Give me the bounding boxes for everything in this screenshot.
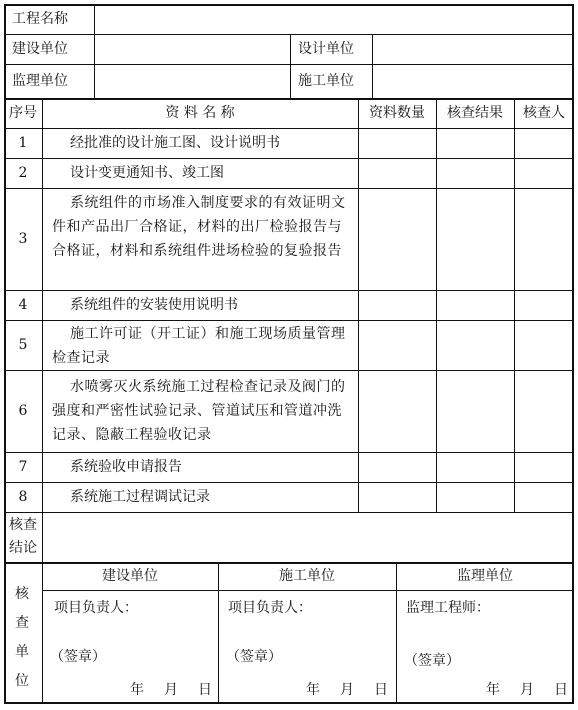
document-name: 水喷雾灭火系统施工过程检查记录及阀门的强度和严密性试验记录、管道试压和管道冲洗记录、隐蔽工程验收记录 xyxy=(52,379,346,443)
document-name: 施工许可证（开工证）和施工现场质量管理检查记录 xyxy=(52,326,346,366)
responsible-person-label: 项目负责人： xyxy=(54,600,138,616)
document-name: 系统组件的市场准入制度要求的有效证明文件和产品出厂合格证，材料的出厂检验报告与合格证，材料和系统组件进场检验的复验报告 xyxy=(52,195,346,259)
rule-line xyxy=(4,158,574,159)
rule-line xyxy=(4,188,574,189)
column-header-quantity: 资料数量 xyxy=(369,105,425,121)
row-number: 6 xyxy=(18,403,28,419)
row-number: 3 xyxy=(18,231,28,247)
responsible-person-label: 项目负责人： xyxy=(228,600,312,616)
row-number: 4 xyxy=(18,297,28,313)
row-number: 2 xyxy=(18,165,28,181)
document-name: 经批准的设计施工图、设计说明书 xyxy=(70,135,280,151)
rule-line xyxy=(290,34,291,98)
document-name: 系统施工过程调试记录 xyxy=(70,489,210,505)
rule-line xyxy=(4,98,574,100)
signoff-unit-title: 监理单位 xyxy=(457,568,513,584)
rule-line xyxy=(358,98,359,512)
column-header-checker: 核查人 xyxy=(523,105,565,121)
rule-line xyxy=(4,290,574,291)
rule-line xyxy=(4,320,574,321)
rule-line xyxy=(372,34,373,98)
signoff-unit-title: 建设单位 xyxy=(102,568,158,584)
row-number: 7 xyxy=(18,459,28,475)
signoff-label: 核查单位 xyxy=(15,586,29,689)
rule-line xyxy=(4,64,574,65)
rule-line xyxy=(514,98,515,512)
rule-line xyxy=(4,452,574,453)
rule-line xyxy=(42,98,43,704)
rule-line xyxy=(4,128,574,129)
date-line: 年 月 日 xyxy=(130,682,215,698)
column-header-result: 核查结果 xyxy=(447,105,503,121)
design-unit-label: 设计单位 xyxy=(298,41,354,57)
document-name: 系统验收申请报告 xyxy=(70,459,182,475)
rule-line xyxy=(436,98,437,512)
row-number: 8 xyxy=(18,489,28,505)
conclusion-label: 核查结论 xyxy=(9,517,37,556)
rule-line xyxy=(4,482,574,483)
date-line: 年 月 日 xyxy=(486,682,571,698)
seal-label: （签章） xyxy=(226,649,282,665)
builder-unit-label: 施工单位 xyxy=(298,73,354,89)
column-header-name: 资 料 名 称 xyxy=(165,105,235,121)
construction-unit-label: 建设单位 xyxy=(12,41,68,57)
document-name: 设计变更通知书、竣工图 xyxy=(70,165,224,181)
supervision-unit-label: 监理单位 xyxy=(12,73,68,89)
rule-line xyxy=(94,4,95,98)
rule-line xyxy=(4,512,574,513)
document-name: 系统组件的安装使用说明书 xyxy=(70,297,238,313)
supervising-engineer-label: 监理工程师： xyxy=(406,600,490,616)
project-name-label: 工程名称 xyxy=(12,11,68,27)
column-header-no: 序号 xyxy=(9,105,37,121)
rule-line xyxy=(4,34,574,35)
seal-label: （签章） xyxy=(404,653,460,669)
rule-line xyxy=(42,590,574,591)
date-line: 年 月 日 xyxy=(306,682,391,698)
row-number: 5 xyxy=(18,337,28,353)
signoff-unit-title: 施工单位 xyxy=(279,568,335,584)
row-number: 1 xyxy=(18,135,28,151)
rule-line xyxy=(4,562,574,564)
rule-line xyxy=(4,370,574,371)
seal-label: （签章） xyxy=(50,649,106,665)
